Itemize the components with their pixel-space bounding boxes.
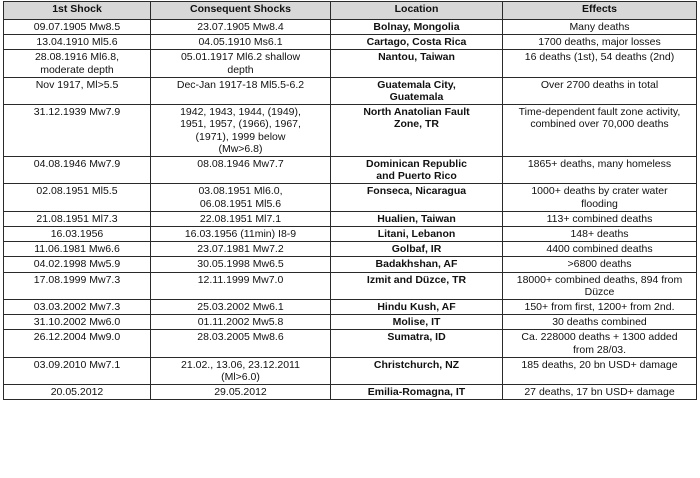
table-row bbox=[4, 77, 697, 104]
table-row bbox=[4, 184, 697, 211]
effects-cell: 148+ deaths bbox=[503, 227, 697, 242]
table-row bbox=[4, 211, 697, 226]
first-shock-cell: 26.12.2004 Mw9.0 bbox=[4, 330, 151, 357]
table-row bbox=[4, 272, 697, 299]
consequent-shocks-cell: 03.08.1951 Ml6.0, 06.08.1951 Ml5.6 bbox=[151, 184, 331, 211]
first-shock-cell: Nov 1917, Ml>5.5 bbox=[4, 77, 151, 104]
effects-cell: 18000+ combined deaths, 894 from Düzce bbox=[503, 272, 697, 299]
consequent-shocks-cell: 28.03.2005 Mw8.6 bbox=[151, 330, 331, 357]
effects-cell: 4400 combined deaths bbox=[503, 242, 697, 257]
first-shock-cell: 11.06.1981 Mw6.6 bbox=[4, 242, 151, 257]
consequent-shocks-cell: 12.11.1999 Mw7.0 bbox=[151, 272, 331, 299]
first-shock-cell: 17.08.1999 Mw7.3 bbox=[4, 272, 151, 299]
consequent-shocks-cell: 30.05.1998 Mw6.5 bbox=[151, 257, 331, 272]
effects-cell: 1865+ deaths, many homeless bbox=[503, 157, 697, 184]
location-cell: Badakhshan, AF bbox=[331, 257, 503, 272]
effects-cell: 1000+ deaths by crater water flooding bbox=[503, 184, 697, 211]
first-shock-cell: 28.08.1916 Ml6.8, moderate depth bbox=[4, 50, 151, 77]
consequent-shocks-cell: 22.08.1951 Ml7.1 bbox=[151, 211, 331, 226]
effects-cell: 1700 deaths, major losses bbox=[503, 35, 697, 50]
consequent-shocks-cell: 21.02., 13.06, 23.12.2011 (Ml>6.0) bbox=[151, 357, 331, 384]
first-shock-cell: 02.08.1951 Ml5.5 bbox=[4, 184, 151, 211]
location-cell: Sumatra, ID bbox=[331, 330, 503, 357]
effects-cell: 30 deaths combined bbox=[503, 315, 697, 330]
first-shock-cell: 09.07.1905 Mw8.5 bbox=[4, 20, 151, 35]
consequent-shocks-cell: 1942, 1943, 1944, (1949), 1951, 1957, (1966), 1967, (1971), 1999 below (Mw>6.8) bbox=[151, 105, 331, 157]
location-cell: Emilia-Romagna, IT bbox=[331, 385, 503, 400]
earthquake-sequences-table bbox=[3, 1, 697, 400]
table-row bbox=[4, 157, 697, 184]
location-cell: North Anatolian Fault Zone, TR bbox=[331, 105, 503, 157]
header-first-shock: 1st Shock bbox=[4, 2, 151, 20]
location-cell: Bolnay, Mongolia bbox=[331, 20, 503, 35]
table-row bbox=[4, 227, 697, 242]
table-row bbox=[4, 242, 697, 257]
effects-cell: 16 deaths (1st), 54 deaths (2nd) bbox=[503, 50, 697, 77]
consequent-shocks-cell: 05.01.1917 Ml6.2 shallow depth bbox=[151, 50, 331, 77]
location-cell: Molise, IT bbox=[331, 315, 503, 330]
consequent-shocks-cell: 23.07.1981 Mw7.2 bbox=[151, 242, 331, 257]
first-shock-cell: 20.05.2012 bbox=[4, 385, 151, 400]
location-cell: Guatemala City, Guatemala bbox=[331, 77, 503, 104]
location-cell: Izmit and Düzce, TR bbox=[331, 272, 503, 299]
first-shock-cell: 03.09.2010 Mw7.1 bbox=[4, 357, 151, 384]
location-cell: Nantou, Taiwan bbox=[331, 50, 503, 77]
consequent-shocks-cell: 01.11.2002 Mw5.8 bbox=[151, 315, 331, 330]
effects-cell: 27 deaths, 17 bn USD+ damage bbox=[503, 385, 697, 400]
table-row bbox=[4, 50, 697, 77]
location-cell: Hualien, Taiwan bbox=[331, 211, 503, 226]
table-row bbox=[4, 315, 697, 330]
table-body bbox=[4, 20, 697, 400]
consequent-shocks-cell: 16.03.1956 (11min) I8-9 bbox=[151, 227, 331, 242]
header-consequent-shocks: Consequent Shocks bbox=[151, 2, 331, 20]
header-location: Location bbox=[331, 2, 503, 20]
consequent-shocks-cell: 23.07.1905 Mw8.4 bbox=[151, 20, 331, 35]
table-row bbox=[4, 330, 697, 357]
consequent-shocks-cell: 04.05.1910 Ms6.1 bbox=[151, 35, 331, 50]
effects-cell: Time-dependent fault zone activity, combined over 70,000 deaths bbox=[503, 105, 697, 157]
consequent-shocks-cell: 08.08.1946 Mw7.7 bbox=[151, 157, 331, 184]
header-row bbox=[4, 2, 697, 20]
consequent-shocks-cell: Dec-Jan 1917-18 Ml5.5-6.2 bbox=[151, 77, 331, 104]
effects-cell: 150+ from first, 1200+ from 2nd. bbox=[503, 300, 697, 315]
table-row bbox=[4, 35, 697, 50]
consequent-shocks-cell: 29.05.2012 bbox=[151, 385, 331, 400]
location-cell: Cartago, Costa Rica bbox=[331, 35, 503, 50]
table-row bbox=[4, 357, 697, 384]
first-shock-cell: 04.08.1946 Mw7.9 bbox=[4, 157, 151, 184]
first-shock-cell: 16.03.1956 bbox=[4, 227, 151, 242]
location-cell: Hindu Kush, AF bbox=[331, 300, 503, 315]
first-shock-cell: 13.04.1910 Ml5.6 bbox=[4, 35, 151, 50]
consequent-shocks-cell: 25.03.2002 Mw6.1 bbox=[151, 300, 331, 315]
effects-cell: Many deaths bbox=[503, 20, 697, 35]
table-row bbox=[4, 385, 697, 400]
table-row bbox=[4, 20, 697, 35]
location-cell: Golbaf, IR bbox=[331, 242, 503, 257]
effects-cell: Over 2700 deaths in total bbox=[503, 77, 697, 104]
first-shock-cell: 21.08.1951 Ml7.3 bbox=[4, 211, 151, 226]
table-row bbox=[4, 257, 697, 272]
effects-cell: 113+ combined deaths bbox=[503, 211, 697, 226]
location-cell: Litani, Lebanon bbox=[331, 227, 503, 242]
effects-cell: 185 deaths, 20 bn USD+ damage bbox=[503, 357, 697, 384]
effects-cell: >6800 deaths bbox=[503, 257, 697, 272]
first-shock-cell: 04.02.1998 Mw5.9 bbox=[4, 257, 151, 272]
location-cell: Fonseca, Nicaragua bbox=[331, 184, 503, 211]
location-cell: Christchurch, NZ bbox=[331, 357, 503, 384]
effects-cell: Ca. 228000 deaths + 1300 added from 28/03. bbox=[503, 330, 697, 357]
first-shock-cell: 31.10.2002 Mw6.0 bbox=[4, 315, 151, 330]
first-shock-cell: 31.12.1939 Mw7.9 bbox=[4, 105, 151, 157]
location-cell: Dominican Republic and Puerto Rico bbox=[331, 157, 503, 184]
header-effects: Effects bbox=[503, 2, 697, 20]
table-row bbox=[4, 300, 697, 315]
first-shock-cell: 03.03.2002 Mw7.3 bbox=[4, 300, 151, 315]
table-row bbox=[4, 105, 697, 157]
